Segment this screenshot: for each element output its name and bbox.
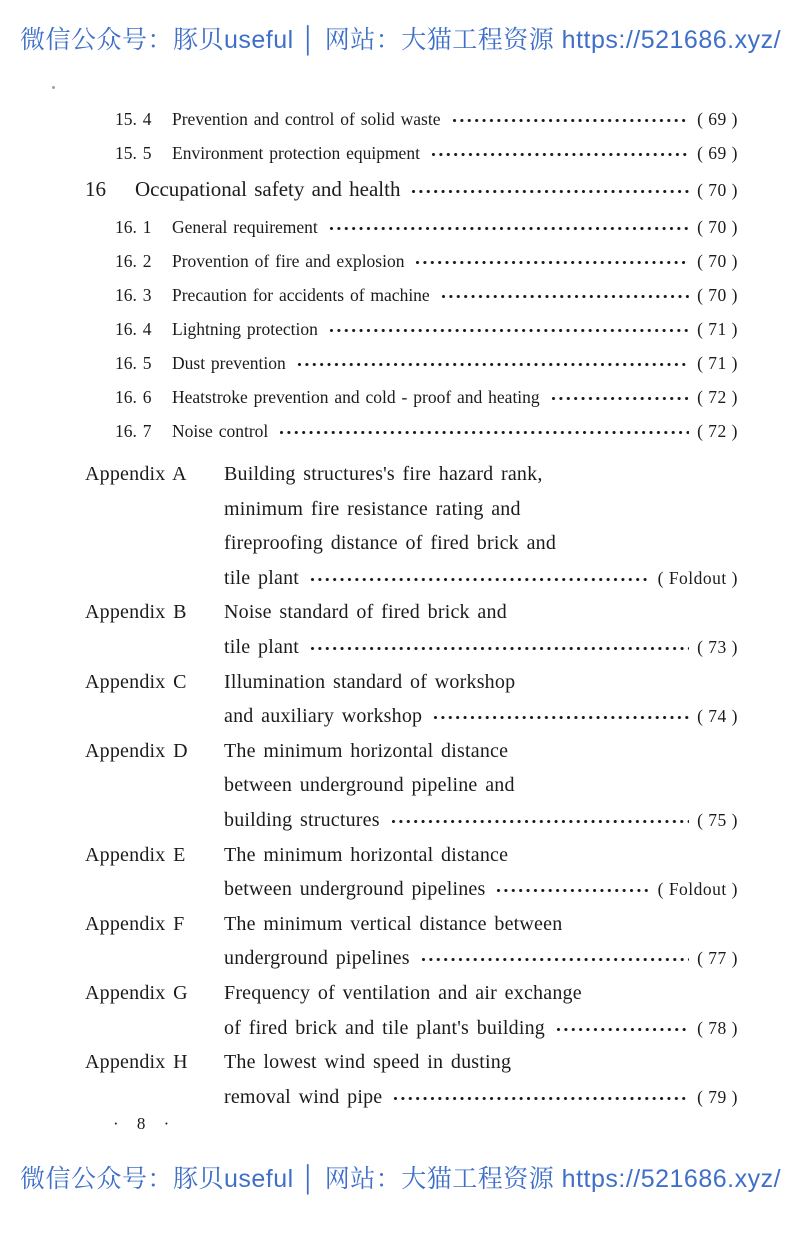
dot-leader xyxy=(550,394,689,403)
toc-entry-row xyxy=(85,109,738,143)
toc-entry-number: 16. 2 xyxy=(115,251,152,271)
appendix-line: between underground pipeline and xyxy=(224,774,515,797)
appendix-page: ( 78 ) xyxy=(697,1017,738,1038)
appendix-line-text: building structures xyxy=(224,808,380,831)
toc-entry-number: 15. 5 xyxy=(115,143,152,163)
appendix-line xyxy=(224,699,738,734)
dot-leader xyxy=(495,886,649,895)
appendix-line xyxy=(224,803,738,838)
toc-entry-page: ( 71 ) xyxy=(697,319,738,339)
toc-entry-title: Noise control xyxy=(172,421,269,441)
appendix-entry xyxy=(85,457,738,595)
toc-entry-row xyxy=(85,319,738,353)
dot-leader xyxy=(328,326,689,335)
toc-entry-number: 15. 4 xyxy=(115,109,152,129)
appendix-page: ( 77 ) xyxy=(697,948,738,969)
toc-entry-row xyxy=(85,285,738,319)
appendix-entry xyxy=(85,595,738,664)
appendix-line xyxy=(224,1011,738,1046)
dot-leader xyxy=(278,428,689,437)
appendix-entry xyxy=(85,838,738,907)
toc-entry-row xyxy=(85,217,738,251)
appendix-line-text: tile plant xyxy=(224,635,300,658)
toc-entry-page: ( 70 ) xyxy=(697,285,738,305)
appendix-section xyxy=(85,457,738,1114)
appendix-line: Noise standard of fired brick and xyxy=(224,601,507,624)
appendix-line: Building structures's fire hazard rank, xyxy=(224,463,543,485)
appendix-line xyxy=(224,872,738,907)
appendix-page: ( Foldout ) xyxy=(657,567,738,588)
toc-entry-number: 16. 6 xyxy=(115,387,152,407)
appendix-entry xyxy=(85,1045,738,1114)
toc-entry-row xyxy=(85,353,738,387)
dot-leader xyxy=(440,292,689,301)
appendix-label: Appendix B xyxy=(85,601,187,624)
toc-entry-title: Environment protection equipment xyxy=(172,143,420,163)
watermark-footer: 微信公众号：豚贝useful │ 网站：大猫工程资源 https://521686.xyz/ xyxy=(20,1165,782,1194)
toc-entry-title: Occupational safety and health xyxy=(135,177,401,201)
appendix-line-text: and auxiliary workshop xyxy=(224,705,423,728)
appendix-page: ( 75 ) xyxy=(697,809,738,830)
appendix-label: Appendix F xyxy=(85,912,185,935)
dot-leader xyxy=(432,713,689,722)
appendix-line xyxy=(224,1080,738,1115)
dot-leader xyxy=(309,644,689,653)
toc-entry-row xyxy=(85,143,738,177)
appendix-page: ( 73 ) xyxy=(697,636,738,657)
appendix-line: fireproofing distance of fired brick and xyxy=(224,532,557,555)
appendix-line xyxy=(224,561,738,596)
appendix-line: Illumination standard of workshop xyxy=(224,670,516,693)
appendix-entry xyxy=(85,976,738,1045)
toc-entry-title: Provention of fire and explosion xyxy=(172,251,405,271)
toc-entry-page: ( 70 ) xyxy=(697,217,738,237)
toc-entry-page: ( 69 ) xyxy=(697,143,738,163)
appendix-line xyxy=(224,941,738,976)
appendix-entry xyxy=(85,907,738,976)
appendix-label: Appendix C xyxy=(85,670,187,693)
scan-speck xyxy=(52,86,55,89)
toc-entry-page: ( 72 ) xyxy=(697,421,738,441)
toc-entry-row xyxy=(85,421,738,455)
dot-leader xyxy=(390,817,689,826)
appendix-line-text: tile plant xyxy=(224,566,300,589)
appendix-page: ( 79 ) xyxy=(697,1086,738,1107)
appendix-label: Appendix D xyxy=(85,739,188,762)
appendix-line-text: underground pipelines xyxy=(224,947,410,970)
appendix-label: Appendix E xyxy=(85,843,186,866)
table-of-contents xyxy=(0,109,800,1148)
toc-entry-title: General requirement xyxy=(172,217,318,237)
dot-leader xyxy=(555,1025,689,1034)
appendix-label: Appendix H xyxy=(85,1051,188,1074)
page-number: · 8 · xyxy=(113,1114,171,1134)
appendix-page: ( 74 ) xyxy=(697,706,738,727)
dot-leader xyxy=(296,360,689,369)
dot-leader xyxy=(328,224,689,233)
toc-chapter-row xyxy=(85,177,738,217)
toc-entry-page: ( 69 ) xyxy=(697,109,738,129)
dot-leader xyxy=(451,116,690,125)
toc-entry-row xyxy=(85,387,738,421)
appendix-line-text: between underground pipelines xyxy=(224,878,486,901)
appendix-entry xyxy=(85,734,738,838)
toc-entry-title: Heatstroke prevention and cold - proof and heating xyxy=(172,387,540,407)
appendix-label: Appendix A xyxy=(85,463,187,485)
toc-entry-number: 16. 3 xyxy=(115,285,152,305)
toc-entry-title: Lightning protection xyxy=(172,319,318,339)
appendix-line-text: removal wind pipe xyxy=(224,1085,383,1108)
appendix-line xyxy=(224,630,738,665)
toc-entry-title: Prevention and control of solid waste xyxy=(172,109,441,129)
toc-entry-number: 16. 7 xyxy=(115,421,152,441)
dot-leader xyxy=(392,1094,689,1103)
toc-entry-number: 16 xyxy=(85,177,106,201)
toc-entry-page: ( 72 ) xyxy=(697,387,738,407)
dot-leader xyxy=(414,258,689,267)
toc-entry-number: 16. 4 xyxy=(115,319,152,339)
toc-entry-title: Precaution for accidents of machine xyxy=(172,285,430,305)
appendix-line: The minimum horizontal distance xyxy=(224,739,509,762)
appendix-line: The lowest wind speed in dusting xyxy=(224,1051,512,1074)
appendix-line: The minimum horizontal distance xyxy=(224,843,509,866)
dot-leader xyxy=(410,187,689,196)
toc-entry-page: ( 70 ) xyxy=(697,180,738,200)
dot-leader xyxy=(309,575,650,584)
watermark-header: 微信公众号：豚贝useful │ 网站：大猫工程资源 https://521686.xyz/ xyxy=(20,26,782,54)
appendix-line: minimum fire resistance rating and xyxy=(224,497,521,520)
toc-entry-row xyxy=(85,251,738,285)
appendix-page: ( Foldout ) xyxy=(657,879,738,900)
appendix-line: The minimum vertical distance between xyxy=(224,912,563,935)
appendix-entry xyxy=(85,665,738,734)
dot-leader xyxy=(430,150,689,159)
appendix-label: Appendix G xyxy=(85,981,188,1004)
toc-entry-title: Dust prevention xyxy=(172,353,286,373)
toc-entry-number: 16. 1 xyxy=(115,217,152,237)
dot-leader xyxy=(420,955,689,964)
toc-entry-number: 16. 5 xyxy=(115,353,152,373)
appendix-line: Frequency of ventilation and air exchange xyxy=(224,981,582,1004)
appendix-line-text: of fired brick and tile plant's building xyxy=(224,1016,545,1039)
toc-entry-page: ( 70 ) xyxy=(697,251,738,271)
toc-entry-page: ( 71 ) xyxy=(697,353,738,373)
